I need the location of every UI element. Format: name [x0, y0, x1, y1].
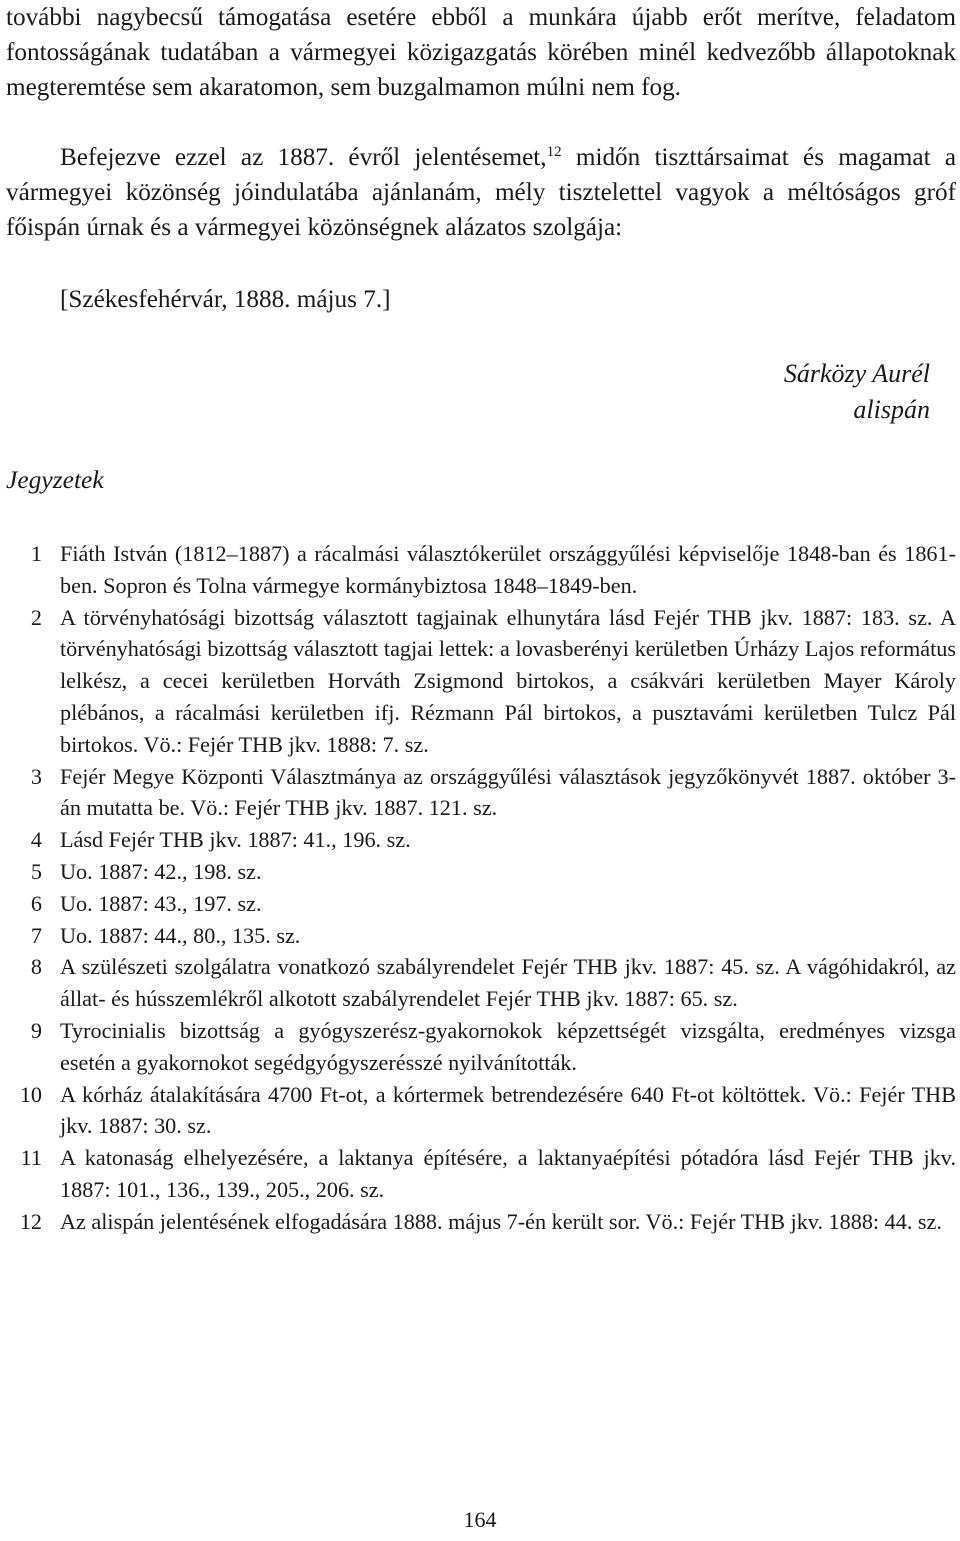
body-paragraph-2-end: midőn tiszttársaimat és magamat a vármegyei közönség jóindulatába ajánlanám, mély tisztelettel vagyok a méltóságos gróf főispán úrnak és a vármegyei közönségnek alázatos szolgája:	[6, 144, 956, 241]
footnote-item	[0, 1079, 956, 1143]
footnote-number: 5	[30, 858, 42, 884]
footnote-number: 3	[30, 763, 42, 789]
footnote-number: 4	[30, 827, 42, 853]
footnote-number: 7	[30, 922, 42, 948]
notes-list	[0, 538, 956, 1238]
footnote-number: 11	[20, 1145, 42, 1171]
footnote-text: A törvényhatósági bizottság választott tagjainak elhunytára lásd Fejér THB jkv. 1887: 183. sz. A törvényhatósági bizottság választott tagjai lettek: a lovasberényi kerületben Úrházy Lajos református lelkész, a cecei kerületben Horváth Zsigmond birtokos, a csákvári kerületben Mayer Károly plébános, a rácalmási kerületben ifj. Rézmann Pál birtokos, a pusztavámi kerületben Tulcz Pál birtokos. Vö.: Fejér THB jkv. 1888: 7. sz.	[60, 604, 956, 757]
footnote-ref-12[interactable]: 12	[546, 144, 562, 160]
signature-block	[530, 356, 930, 428]
footnote-number: 12	[19, 1208, 42, 1234]
footnote-item	[0, 824, 956, 856]
footnote-item	[0, 1015, 956, 1079]
footnote-item	[0, 538, 956, 602]
footnote-text: Uo. 1887: 44., 80., 135. sz.	[60, 922, 301, 948]
footnote-number: 2	[30, 604, 42, 630]
footnote-text: Lásd Fejér THB jkv. 1887: 41., 196. sz.	[60, 827, 411, 853]
footnote-number: 8	[30, 954, 42, 980]
footnote-item	[0, 1142, 956, 1206]
footnote-text: Fiáth István (1812–1887) a rácalmási választókerület országgyűlési képviselője 1848-ban és 1861-ben. Sopron és Tolna vármegye kormánybiztosa 1848–1849-ben.	[60, 541, 956, 598]
body-paragraph-1: további nagybecsű támogatása esetére ebből a munkára újabb erőt merítve, feladatom fontosságának tudatában a vármegyei közigazgatás körében minél kedvezőbb állapotoknak megteremtése sem akaratomon, sem buzgalmamon múlni nem fog.	[6, 4, 956, 101]
footnote-item	[0, 951, 956, 1015]
footnote-item	[0, 1206, 956, 1238]
footnote-text: A kórház átalakítására 4700 Ft-ot, a kórtermek betrendezésére 640 Ft-ot költöttek. Vö.: Fejér THB jkv. 1887: 30. sz.	[60, 1081, 956, 1139]
footnote-number: 10	[19, 1081, 42, 1107]
footnote-text: Tyrocinialis bizottság a gyógyszerész-gyakornokok képzettségét vizsgálta, eredményes vizsga esetén a gyakornokot segédgyógyszerésszé nyilvánították.	[60, 1017, 956, 1075]
footnote-item	[0, 920, 956, 952]
footnote-text: A szülészeti szolgálatra vonatkozó szabályrendelet Fejér THB jkv. 1887: 45. sz. A vágóhidakról, az állat- és hússzemlékről alkotott szabályrendelet Fejér THB jkv. 1887: 65. sz.	[60, 954, 956, 1012]
footnote-number: 9	[30, 1017, 42, 1043]
body-paragraph-2	[6, 140, 956, 245]
dateline: [Székesfehérvár, 1888. május 7.]	[60, 286, 391, 313]
footnote-text: Uo. 1887: 42., 198. sz.	[60, 858, 262, 884]
footnote-item	[0, 888, 956, 920]
notes-heading: Jegyzetek	[6, 465, 104, 494]
body-paragraph-2-start: Befejezve ezzel az 1887. évről jelentésemet,	[60, 144, 547, 171]
footnote-text: Fejér Megye Központi Választmánya az országgyűlési választások jegyzőkönyvét 1887. október 3-án mutatta be. Vö.: Fejér THB jkv. 1887. 121. sz.	[60, 763, 956, 821]
footnote-text: A katonaság elhelyezésére, a laktanya építésére, a laktanyaépítési pótadóra lásd Fejér THB jkv. 1887: 101., 136., 139., 205., 206. sz.	[60, 1145, 956, 1202]
signatory-name: Sárközy Aurél	[783, 359, 930, 388]
footnote-number: 1	[30, 541, 42, 566]
footnote-text: Uo. 1887: 43., 197. sz.	[60, 890, 262, 916]
footnote-item	[0, 602, 956, 761]
footnote-item	[0, 761, 956, 825]
page-number: 164	[463, 1507, 497, 1532]
footnote-number: 6	[30, 890, 42, 916]
footnote-item	[0, 856, 956, 888]
signatory-title: alispán	[853, 395, 930, 424]
footnote-text: Az alispán jelentésének elfogadására 1888. május 7-én került sor. Vö.: Fejér THB jkv. 1888: 44. sz.	[60, 1208, 942, 1234]
